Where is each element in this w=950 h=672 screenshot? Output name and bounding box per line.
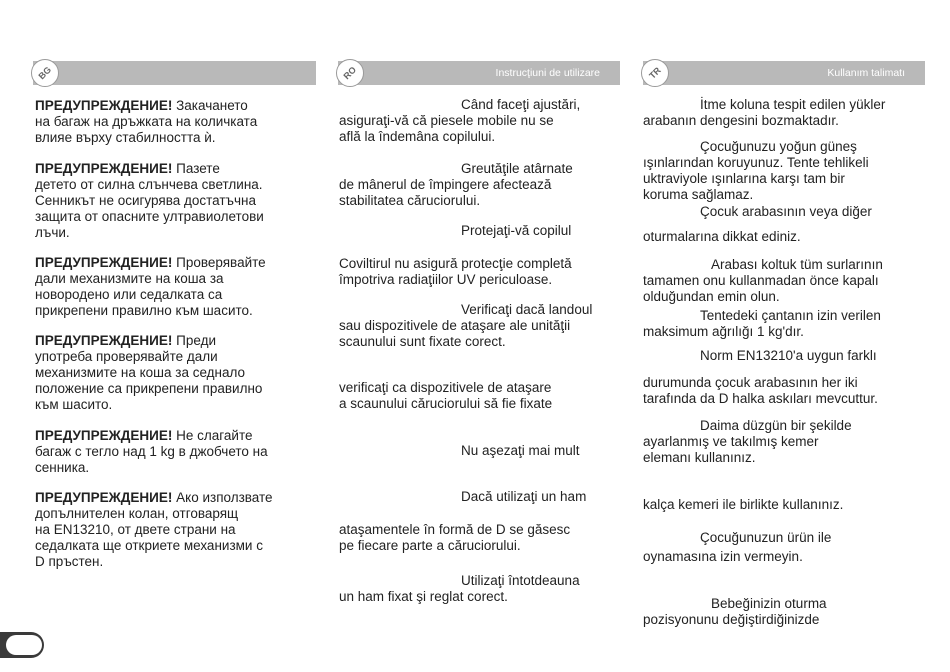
tr-paragraph-8: durumunda çocuk arabasının her iki tarafında da D halka askıları mevcuttur. [643,375,878,406]
tr-section-title: Kullanım talimatı [827,67,905,79]
bg-warning-text: Закачането на багаж на дръжката на количката влияе върху стабилността ѝ. [35,98,258,145]
bg-warning-text: Пазете детето от силна слънчева светлина. Сенникът не осигурява достатъчна защита от опасните ултравиолетови лъчи. [35,161,264,240]
tr-paragraph-7: Norm EN13210'a uygun farklı [700,348,877,363]
bg-warning-label: ПРЕДУПРЕЖДЕНИЕ! [35,333,173,348]
bg-warning-4 [35,333,262,413]
tr-paragraph-3: Çocuk arabasının veya diğer [700,204,872,219]
bg-warning-1 [35,98,257,146]
bg-warning-label: ПРЕДУПРЕЖДЕНИЕ! [35,490,173,505]
tr-paragraph-10: kalça kemeri ile birlikte kullanınız. [643,497,844,512]
ro-paragraph-10-text: Utilizaţi întotdeauna un ham fixat şi reglat corect. [339,573,580,604]
ro-paragraph-3: Protejaţi-vă copilul [461,223,572,238]
ro-section-title: Instrucţiuni de utilizare [495,67,600,79]
ro-paragraph-1: Când faceţi ajustări, asiguraţi-vă că piesele mobile nu se află la îndemâna copilului. [339,97,581,144]
ro-paragraph-8: Dacă utilizaţi un ham [461,489,587,504]
bg-warning-label: ПРЕДУПРЕЖДЕНИЕ! [35,255,173,270]
ro-paragraph-6: verificaţi ca dispozitivele de ataşare a scaunului căruciorului să fie fixate [339,380,553,411]
tr-paragraph-12: oynamasına izin vermeyin. [643,549,803,564]
tr-paragraph-5: Arabası koltuk tüm surlarının tamamen onu kullanmadan önce kapalı olduğundan emin olun. [643,257,883,304]
page-tab-marker [0,632,44,658]
tr-header-bar [643,61,925,85]
ro-language-code: RO [341,64,359,82]
tr-language-badge [641,59,669,87]
bg-language-code: BG [36,64,54,82]
bg-warning-5 [35,428,268,476]
tr-paragraph-13 [643,596,827,628]
ro-language-badge [336,59,364,87]
page-tab-inner [6,635,42,655]
tr-paragraph-6: Tentedeki çantanın izin verilen maksimum ağrılığı 1 kg'dır. [643,308,881,339]
bg-warning-label: ПРЕДУПРЕЖДЕНИЕ! [35,98,173,113]
bg-warning-text: Ако използвате допълнителен колан, отговарящ на EN13210, от двете страни на седалката ще откриете механизми с D пръстен. [35,490,273,569]
bg-warning-label: ПРЕДУПРЕЖДЕНИЕ! [35,161,173,176]
ro-paragraph-5: Verificaţi dacă landoul sau dispozitivele de ataşare ale unităţii scaunului sunt fixate corect. [339,302,593,349]
bg-warning-3 [35,255,266,319]
tr-paragraph-2: Çocuğunuzu yoğun güneş ışınlarından koruyunuz. Tente tehlikeli uktraviyole ışınlarına karşı tam bir koruma sağlamaz. [643,139,869,202]
bg-warning-label: ПРЕДУПРЕЖДЕНИЕ! [35,428,173,443]
ro-paragraph-7: Nu aşezaţi mai mult [461,443,580,458]
bg-header-bar [33,61,316,85]
ro-paragraph-4: Coviltirul nu asigură protecţie completă împotriva radiaţiilor UV periculoase. [339,256,572,287]
ro-header-bar [338,61,620,85]
bg-warning-text: Преди употреба проверявайте дали механизмите на коша за седнало положение са прикрепени правилно към шасито. [35,333,263,412]
tr-paragraph-4: oturmalarına dikkat ediniz. [643,229,801,244]
tr-language-code: TR [647,65,663,81]
bg-warning-2 [35,161,264,241]
tr-paragraph-13-text: Bebeğinizin oturma pozisyonunu değiştirdiğinizde [643,596,827,627]
ro-paragraph-9: ataşamentele în formă de D se găsesc pe fiecare parte a căruciorului. [339,522,571,553]
ro-paragraph-10 [339,573,580,605]
bg-warning-text: Не слагайте багаж с тегло над 1 kg в джобчето на сенника. [35,428,268,475]
tr-paragraph-1: İtme koluna tespit edilen yükler arabanın dengesini bozmaktadır. [643,97,886,128]
bg-warning-6 [35,490,273,570]
tr-paragraph-9: Daima düzgün bir şekilde ayarlanmış ve takılmış kemer elemanı kullanınız. [643,418,852,465]
bg-warning-text: Проверявайте дали механизмите на коша за новородено или седалката са прикрепени правилно към шасито. [35,255,266,318]
ro-paragraph-2: Greutăţile atârnate de mânerul de împingere afectează stabilitatea căruciorului. [339,161,573,208]
bg-language-badge [31,59,59,87]
tr-paragraph-11: Çocuğunuzun ürün ile [700,530,832,545]
